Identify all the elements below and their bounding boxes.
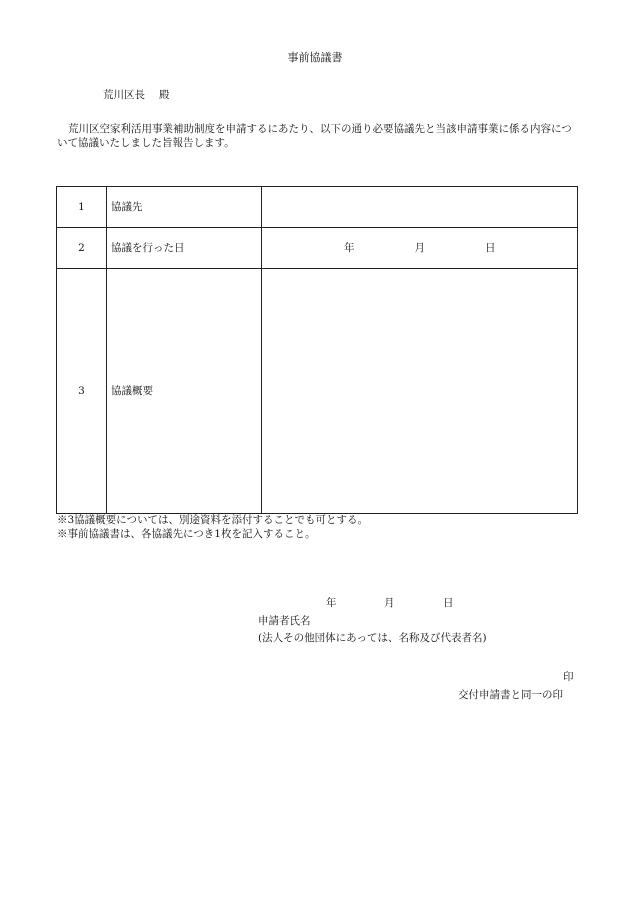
date-month-label: 月 xyxy=(414,241,425,254)
recipient-name: 荒川区長 xyxy=(103,89,145,101)
consult-summary-field[interactable] xyxy=(262,269,578,514)
date-day-label: 日 xyxy=(485,241,496,254)
consult-date-field[interactable] xyxy=(262,228,578,269)
applicant-name-note: (法人その他団体にあっては、名称及び代表者名) xyxy=(258,632,487,644)
row-label-consult-party: 協議先 xyxy=(107,187,262,228)
recipient xyxy=(103,90,170,101)
note-one-per-party: ※事前協議書は、各協議先につき1枚を記入すること。 xyxy=(57,528,316,540)
note-attachment: ※3協議概要については、別途資料を添付することでも可とする。 xyxy=(57,514,368,526)
consult-party-field[interactable] xyxy=(262,187,578,228)
table-row xyxy=(57,228,578,269)
table-row xyxy=(57,269,578,514)
table-row xyxy=(57,187,578,228)
application-day-label: 日 xyxy=(443,597,454,609)
consultation-table xyxy=(56,186,578,514)
applicant-name-label: 申請者氏名 xyxy=(258,615,311,627)
row-number: 2 xyxy=(57,228,107,269)
row-number: 1 xyxy=(57,187,107,228)
application-month-label: 月 xyxy=(384,597,395,609)
body-paragraph: 荒川区空家利活用事業補助制度を申請するにあたり、以下の通り必要協議先と当該申請事業に係る内容について協議いたしました旨報告します。 xyxy=(57,123,572,149)
application-year-label: 年 xyxy=(326,597,337,609)
date-year-label: 年 xyxy=(344,241,355,254)
seal-mark: 印 xyxy=(563,671,574,683)
seal-note: 交付申請書と同一の印 xyxy=(458,689,563,701)
row-number: 3 xyxy=(57,269,107,514)
row-label-consult-summary: 協議概要 xyxy=(107,269,262,514)
recipient-suffix: 殿 xyxy=(159,89,170,101)
document-title: 事前協議書 xyxy=(287,51,343,64)
row-label-consult-date: 協議を行った日 xyxy=(107,228,262,269)
